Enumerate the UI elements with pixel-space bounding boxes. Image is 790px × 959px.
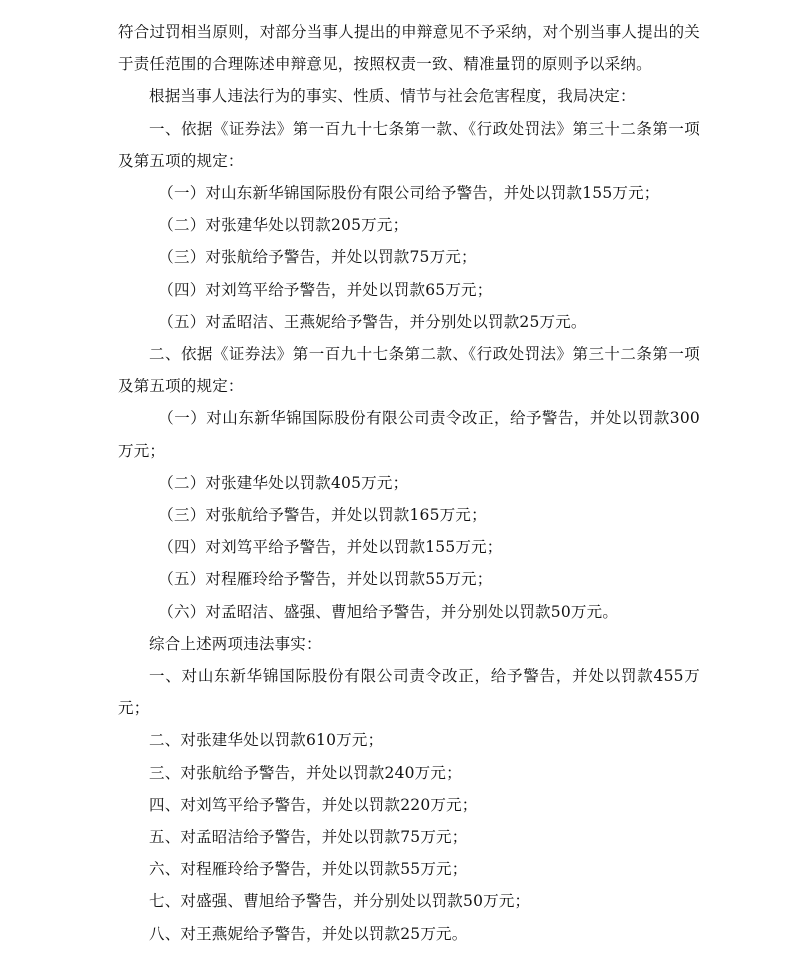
list-item: （三）对张航给予警告，并处以罚款75万元； xyxy=(158,248,477,267)
list-item: （二）对张建华处以罚款405万元； xyxy=(158,473,409,492)
list-item: （四）对刘笃平给予警告，并处以罚款65万元； xyxy=(158,280,493,299)
paragraph-basis-one: 一、依据《证券法》第一百九十七条第一款、《行政处罚法》第三十二条第一项及第五项的规定： xyxy=(118,119,700,170)
paragraph-continuation: 符合过罚相当原则，对部分当事人提出的申辩意见不予采纳，对个别当事人提出的关于责任范围的合理陈述申辩意见，按照权责一致、精准量罚的原则予以采纳。 xyxy=(118,23,700,74)
list-item: （五）对孟昭洁、王燕妮给予警告，并分别处以罚款25万元。 xyxy=(158,312,587,331)
list-item: （三）对张航给予警告，并处以罚款165万元； xyxy=(158,506,487,525)
paragraph-decision-intro: 根据当事人违法行为的事实、性质、情节与社会危害程度，我局决定： xyxy=(149,87,636,106)
list-item: （二）对张建华处以罚款205万元； xyxy=(158,216,409,235)
list-item: （一）对山东新华锦国际股份有限公司责令改正，给予警告，并处以罚款300万元； xyxy=(118,409,700,460)
paragraph-basis-two: 二、依据《证券法》第一百九十七条第二款、《行政处罚法》第三十二条第一项及第五项的规定： xyxy=(118,345,700,396)
list-item: 八、对王燕妮给予警告，并处以罚款25万元。 xyxy=(149,924,468,943)
list-item: （五）对程雁玲给予警告，并处以罚款55万元； xyxy=(158,570,493,589)
list-item: 三、对张航给予警告，并处以罚款240万元； xyxy=(149,763,462,782)
document-body xyxy=(118,16,700,950)
list-item: （一）对山东新华锦国际股份有限公司给予警告，并处以罚款155万元； xyxy=(158,184,660,203)
list-item: 四、对刘笃平给予警告，并处以罚款220万元； xyxy=(149,795,478,814)
list-item: （四）对刘笃平给予警告，并处以罚款155万元； xyxy=(158,538,503,557)
list-item: 五、对孟昭洁给予警告，并处以罚款75万元； xyxy=(149,828,468,847)
list-item: 六、对程雁玲给予警告，并处以罚款55万元； xyxy=(149,860,468,879)
list-item: 一、对山东新华锦国际股份有限公司责令改正，给予警告，并处以罚款455万元； xyxy=(118,667,700,718)
list-item: 二、对张建华处以罚款610万元； xyxy=(149,731,384,750)
list-item: （六）对孟昭洁、盛强、曹旭给予警告，并分别处以罚款50万元。 xyxy=(158,602,619,621)
paragraph-combined-intro: 综合上述两项违法事实： xyxy=(149,634,322,653)
list-item: 七、对盛强、曹旭给予警告，并分别处以罚款50万元； xyxy=(149,892,531,911)
